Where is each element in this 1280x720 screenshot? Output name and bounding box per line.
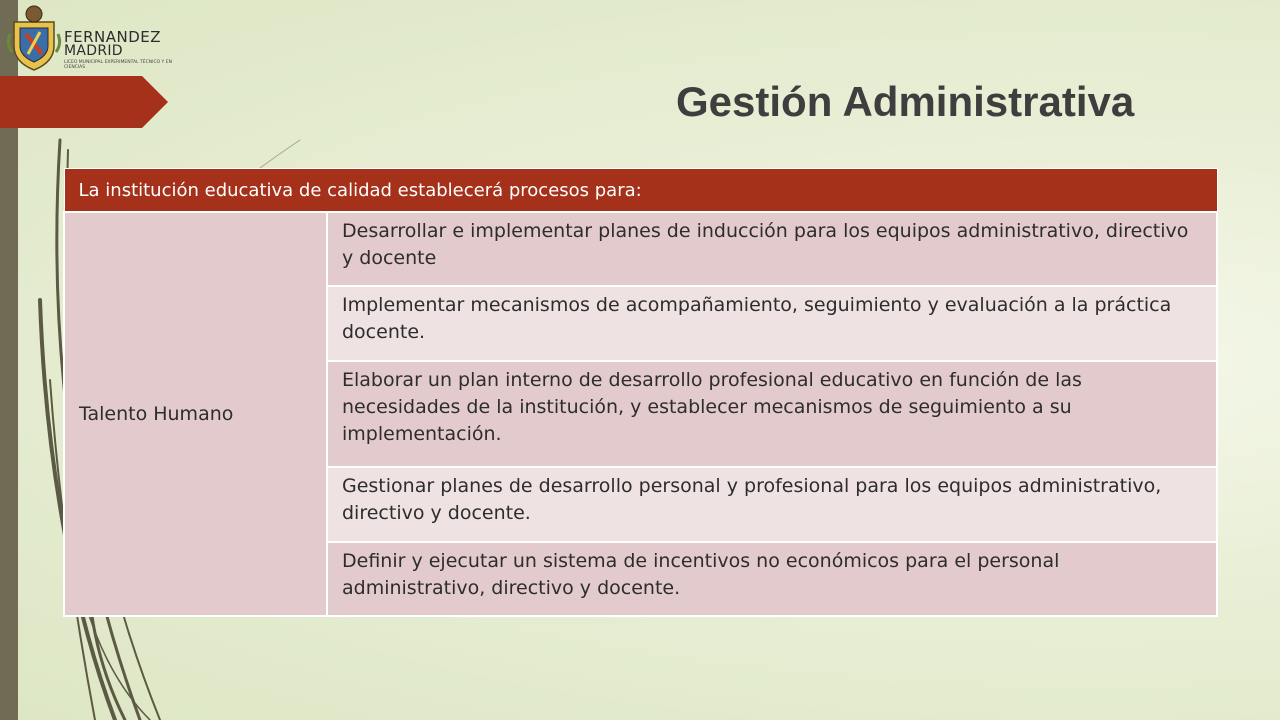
- page-title: Gestión Administrativa: [676, 78, 1135, 125]
- crest-icon: [6, 4, 62, 72]
- school-logo: [6, 4, 196, 74]
- table-cell-item: Gestionar planes de desarrollo personal y profesional para los equipos administrativo, directivo y docente.: [327, 467, 1217, 542]
- logo-name-line2: MADRID: [64, 43, 123, 59]
- table-cell-item: Desarrollar e implementar planes de inducción para los equipos administrativo, directivo y docente: [327, 212, 1217, 286]
- logo-subtitle: LICEO MUNICIPAL EXPERIMENTAL TÉCNICO Y EN CIENCIAS: [64, 60, 172, 70]
- table-row: [64, 212, 1217, 286]
- table-cell-item: Implementar mecanismos de acompañamiento, seguimiento y evaluación a la práctica docente.: [327, 286, 1217, 361]
- table-cell-item: Definir y ejecutar un sistema de incentivos no económicos para el personal administrativo, directivo y docente.: [327, 542, 1217, 616]
- table-cell-item: Elaborar un plan interno de desarrollo profesional educativo en función de las necesidades de la institución, y establecer mecanismos de seguimiento a su implementación.: [327, 361, 1217, 467]
- process-table: [63, 168, 1218, 617]
- category-cell: Talento Humano: [64, 212, 327, 616]
- title-arrow-tab: [0, 76, 168, 128]
- table-header: La institución educativa de calidad establecerá procesos para:: [64, 169, 1217, 213]
- logo-name-line1: FERNANDEZ: [64, 28, 162, 46]
